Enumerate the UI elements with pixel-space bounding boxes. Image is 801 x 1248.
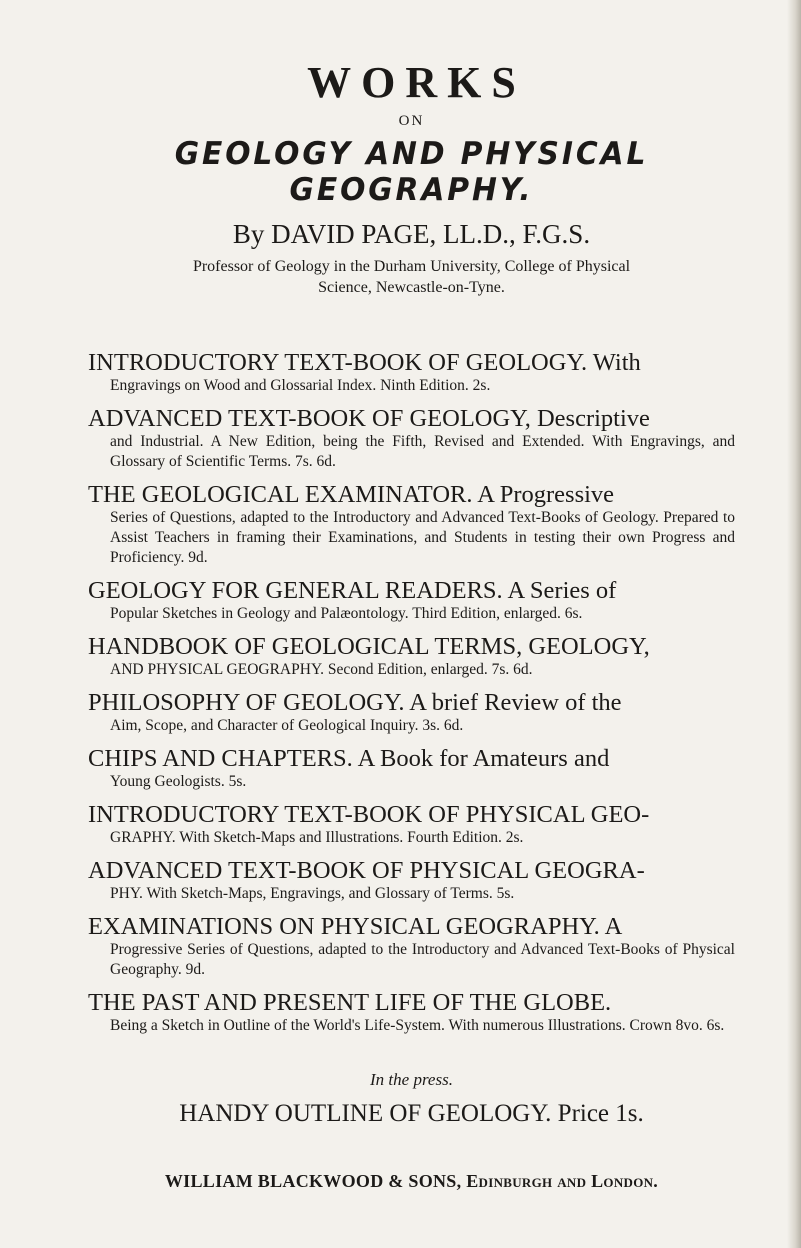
work-entry	[88, 578, 735, 624]
in-press-note: In the press.	[370, 1070, 453, 1089]
work-title: CHIPS AND CHAPTERS. A Book for Amateurs and	[88, 745, 610, 772]
work-entry	[88, 746, 735, 792]
publisher-imprint	[88, 1170, 735, 1192]
work-description: Progressive Series of Questions, adapted to the Introductory and Advanced Text-Books of Physical Geography. 9d.	[110, 941, 735, 978]
work-title: INTRODUCTORY TEXT-BOOK OF GEOLOGY. With	[88, 349, 641, 376]
work-description: AND PHYSICAL GEOGRAPHY. Second Edition, enlarged. 7s. 6d.	[110, 661, 533, 678]
publisher-name: WILLIAM BLACKWOOD & SONS,	[164, 1171, 462, 1191]
work-description: GRAPHY. With Sketch-Maps and Illustrations. Fourth Edition. 2s.	[110, 829, 524, 846]
page-title: WORKS	[307, 58, 526, 107]
subject-heading: GEOLOGY AND PHYSICAL GEOGRAPHY.	[174, 136, 649, 208]
work-entry	[88, 482, 735, 568]
work-entry	[88, 690, 735, 736]
work-title: THE GEOLOGICAL EXAMINATOR. A Progressive	[88, 481, 615, 508]
work-description: Engravings on Wood and Glossarial Index. Ninth Edition. 2s.	[110, 377, 491, 394]
work-description: Aim, Scope, and Character of Geological Inquiry. 3s. 6d.	[110, 717, 464, 734]
publisher-places: Edinburgh and London.	[466, 1171, 659, 1191]
work-description: and Industrial. A New Edition, being the Fifth, Revised and Extended. With Engravings, and Glossary of Scientific Terms. 7s. 6d.	[110, 433, 735, 470]
work-entry	[88, 990, 735, 1036]
work-entry	[88, 914, 735, 980]
works-list	[88, 350, 735, 1036]
work-title: ADVANCED TEXT-BOOK OF GEOLOGY, Descriptive	[88, 405, 650, 432]
work-title: ADVANCED TEXT-BOOK OF PHYSICAL GEOGRA-	[88, 857, 645, 884]
work-title: THE PAST AND PRESENT LIFE OF THE GLOBE.	[88, 989, 612, 1016]
work-entry	[88, 350, 735, 396]
affiliation-line-1: Professor of Geology in the Durham University, College of Physical	[192, 258, 631, 275]
work-entry	[88, 802, 735, 848]
work-entry	[88, 858, 735, 904]
work-title: GEOLOGY FOR GENERAL READERS. A Series of	[88, 577, 617, 604]
work-title: PHILOSOPHY OF GEOLOGY. A brief Review of the	[88, 689, 622, 716]
author-line: By DAVID PAGE, LL.D., F.G.S.	[232, 219, 591, 249]
work-description: Popular Sketches in Geology and Palæontology. Third Edition, enlarged. 6s.	[110, 605, 583, 622]
forthcoming-title: HANDY OUTLINE OF GEOLOGY. Price 1s.	[179, 1100, 644, 1127]
work-entry	[88, 406, 735, 472]
work-title: INTRODUCTORY TEXT-BOOK OF PHYSICAL GEO-	[88, 801, 650, 828]
work-description: PHY. With Sketch-Maps, Engravings, and Glossary of Terms. 5s.	[110, 885, 515, 902]
work-description: Being a Sketch in Outline of the World's Life-System. With numerous Illustrations. Crown 8vo. 6s.	[110, 1017, 725, 1034]
work-title: EXAMINATIONS ON PHYSICAL GEOGRAPHY. A	[88, 913, 623, 940]
work-title: HANDBOOK OF GEOLOGICAL TERMS, GEOLOGY,	[88, 633, 650, 660]
work-description: Series of Questions, adapted to the Introductory and Advanced Text-Books of Geology. Prepared to Assist Teachers in framing their Examinations, and Students in testing their own Progress and Proficiency. 9d.	[110, 509, 735, 566]
affiliation-line-2: Science, Newcastle-on-Tyne.	[318, 279, 505, 296]
work-description: Young Geologists. 5s.	[110, 773, 247, 790]
title-connector: ON	[398, 113, 425, 129]
page-edge-shadow	[787, 0, 801, 1248]
work-entry	[88, 634, 735, 680]
